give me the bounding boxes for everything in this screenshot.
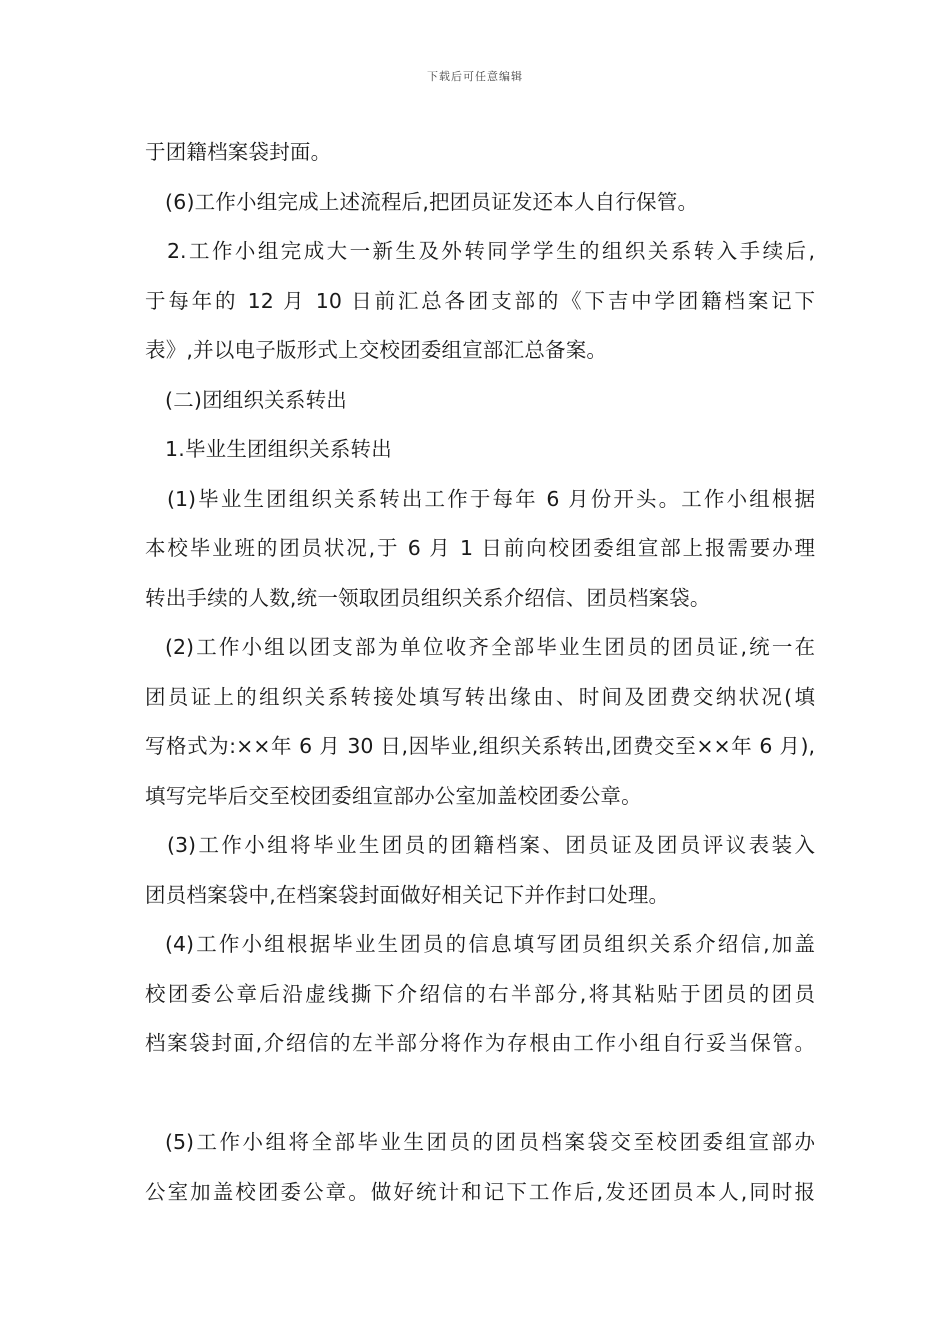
paragraph-line: 填写完毕后交至校团委组宣部办公室加盖校团委公章。 (145, 783, 642, 808)
section-heading: (二)团组织关系转出 (165, 387, 347, 412)
blank-line (145, 1069, 815, 1119)
paragraph-line: 转出手续的人数,统一领取团员组织关系介绍信、团员档案袋。 (145, 585, 711, 610)
paragraph-line: 本校毕业班的团员状况,于 6 月 1 日前向校团委组宣部上报需要办理 (145, 536, 815, 560)
paragraph-line: 公室加盖校团委公章。做好统计和记下工作后,发还团员本人,同时报 (145, 1179, 815, 1204)
document-body (145, 128, 815, 1217)
paragraph-line: (1)毕业生团组织关系转出工作于每年 6 月份开头。工作小组根据 (167, 486, 815, 511)
paragraph-line: 写格式为:××年 6 月 30 日,因毕业,组织关系转出,团费交至××年 6 月), (145, 734, 815, 758)
paragraph-line: 校团委公章后沿虚线撕下介绍信的右半部分,将其粘贴于团员的团员 (145, 981, 815, 1006)
paragraph-line: 表》,并以电子版形式上交校团委组宣部汇总备案。 (145, 338, 608, 362)
paragraph-line: 团员证上的组织关系转接处填写转出缘由、时间及团费交纳状况(填 (145, 684, 815, 709)
paragraph-line: 于每年的 12 月 10 日前汇总各团支部的《下吉中学团籍档案记下 (145, 288, 815, 313)
paragraph-line: 团员档案袋中,在档案袋封面做好相关记下并作封口处理。 (145, 882, 670, 907)
paragraph-line: (2)工作小组以团支部为单位收齐全部毕业生团员的团员证,统一在 (165, 635, 815, 659)
paragraph-line: 档案袋封面,介绍信的左半部分将作为存根由工作小组自行妥当保管。 (145, 1031, 815, 1055)
paragraph-line: 2.工作小组完成大一新生及外转同学学生的组织关系转入手续后, (167, 239, 815, 263)
paragraph-line: (3)工作小组将毕业生团员的团籍档案、团员证及团员评议表装入 (167, 833, 815, 857)
paragraph-line: (6)工作小组完成上述流程后,把团员证发还本人自行保管。 (165, 189, 699, 214)
subsection-heading: 1.毕业生团组织关系转出 (165, 437, 392, 461)
paragraph-line: 于团籍档案袋封面。 (145, 140, 332, 164)
paragraph-line: (5)工作小组将全部毕业生团员的团员档案袋交至校团委组宣部办 (165, 1130, 815, 1154)
paragraph-line: (4)工作小组根据毕业生团员的信息填写团员组织关系介绍信,加盖 (165, 932, 815, 956)
header-note: 下载后可任意编辑 (427, 70, 523, 83)
